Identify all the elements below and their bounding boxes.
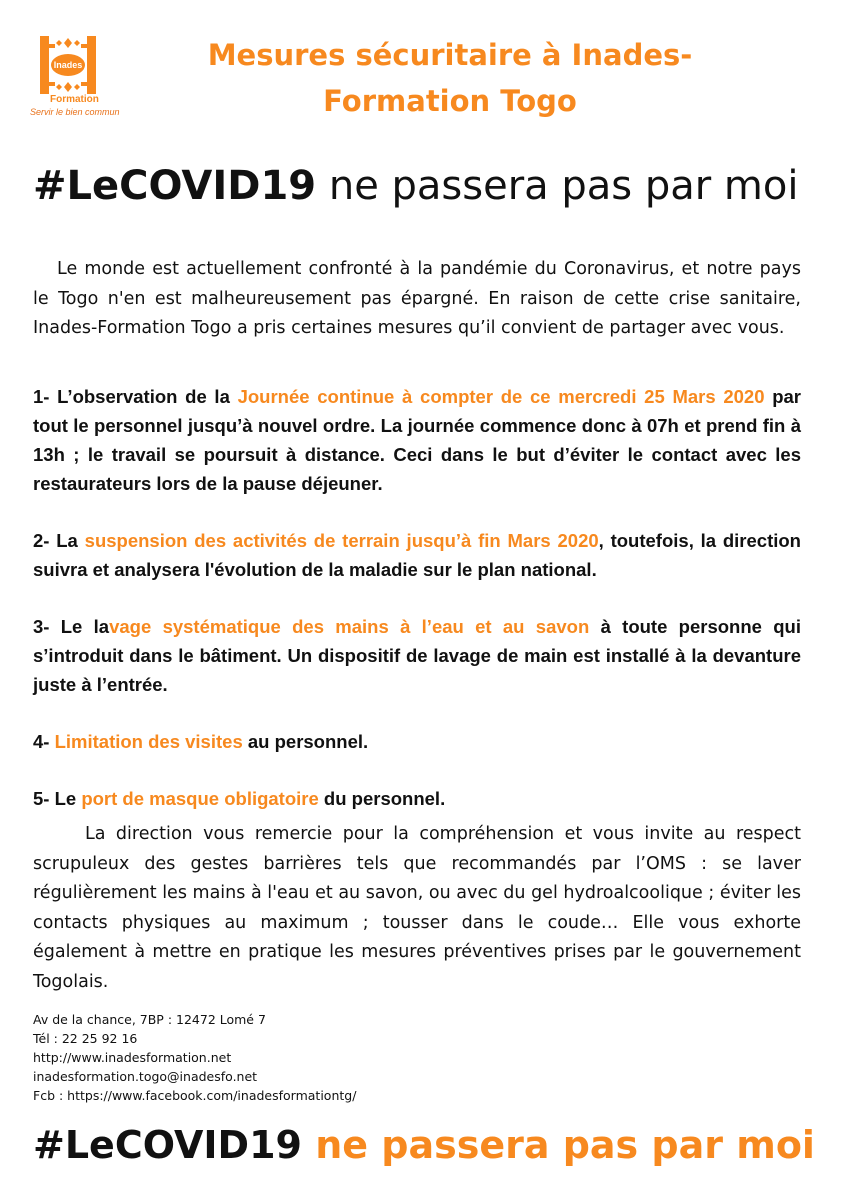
page-title-line2: Formation Togo: [323, 84, 577, 118]
headline: [33, 158, 798, 214]
contact-website[interactable]: http://www.inadesformation.net: [33, 1050, 232, 1065]
logo-label: Inades: [53, 60, 83, 70]
page-title-line1: Mesures sécuritaire à Inades-: [207, 38, 693, 72]
measure-item-3: [33, 612, 801, 699]
inades-emblem-icon: [38, 36, 98, 94]
contact-phone: Tél : 22 25 92 16: [33, 1031, 138, 1046]
logo-tagline: Servir le bien commun: [30, 107, 120, 117]
measure-item-2: [33, 526, 801, 584]
footer-headline: [33, 1115, 815, 1175]
measure-1-highlight: Journée continue à compter de ce mercredi 25 Mars 2020: [237, 386, 765, 407]
measure-5-after: du personnel.: [318, 788, 446, 809]
measure-5-highlight: port de masque obligatoire: [81, 788, 319, 809]
measure-item-1: [33, 382, 801, 498]
closing-text: La direction vous remercie pour la compréhension et vous invite au respect scrupuleux des gestes barrières tels que recommandés par l’OMS : se laver régulièrement les mains à l'eau et au savon, ou avec du gel hydroalcoolique ; éviter les contacts physiques au maximum ; tousser dans le coude… Elle vous exhorte également à mettre en pratique les mesures préventives prises par le gouvernement Togolais.: [33, 824, 801, 992]
contact-email[interactable]: inadesformation.togo@inadesfo.net: [33, 1069, 258, 1084]
measure-3-before: 3- Le la: [33, 616, 110, 637]
closing-paragraph: [33, 820, 801, 997]
measure-1-before: 1- L’observation de la: [33, 386, 238, 407]
intro-paragraph: [33, 255, 801, 344]
measure-3-highlight: vage systématique des mains à l’eau et au savon: [109, 616, 590, 637]
contact-block: [33, 1010, 356, 1105]
intro-text: Le monde est actuellement confronté à la pandémie du Coronavirus, et notre pays le Togo n'en est malheureusement pas épargné. En raison de cette crise sanitaire, Inades-Formation Togo a pris certaines mesures qu’il convient de partager avec vous.: [33, 259, 801, 338]
measure-1-after: par tout le personnel jusqu’à nouvel ordre. La journée commence donc à 07h et prend fin à 13h ; le travail se poursuit à distance. Ceci dans le but d’éviter le contact avec les restaurateurs lors de la pause déjeuner.: [33, 386, 801, 494]
contact-address: Av de la chance, 7BP : 12472 Lomé 7: [33, 1012, 266, 1027]
headline-hashtag: #LeCOVID19: [33, 163, 317, 209]
logo-sub-label: Formation: [50, 94, 99, 105]
measure-3-after: à toute personne qui s’introduit dans le bâtiment. Un dispositif de lavage de main est installé à la devanture juste à l’entrée.: [33, 616, 801, 695]
measure-item-4: [33, 727, 801, 756]
measure-5-before: 5- Le: [33, 788, 82, 809]
measures-list: [33, 382, 801, 841]
headline-rest: ne passera pas par moi: [316, 163, 799, 209]
footer-hashtag: #LeCOVID19: [33, 1123, 302, 1167]
measure-2-highlight: suspension des activités de terrain jusqu’à fin Mars 2020: [84, 530, 599, 551]
measure-4-before: 4-: [33, 731, 55, 752]
inades-logo: [30, 36, 120, 117]
measure-4-highlight: Limitation des visites: [54, 731, 243, 752]
page-title: [140, 32, 760, 124]
measure-2-after: , toutefois, la direction suivra et analysera l'évolution de la maladie sur le plan national.: [33, 530, 801, 580]
footer-rest: ne passera pas par moi: [301, 1123, 815, 1167]
contact-facebook[interactable]: Fcb : https://www.facebook.com/inadesformationtg/: [33, 1088, 357, 1103]
measure-2-before: 2- La: [33, 530, 85, 551]
measure-4-after: au personnel.: [242, 731, 369, 752]
measure-item-5: [33, 784, 801, 813]
